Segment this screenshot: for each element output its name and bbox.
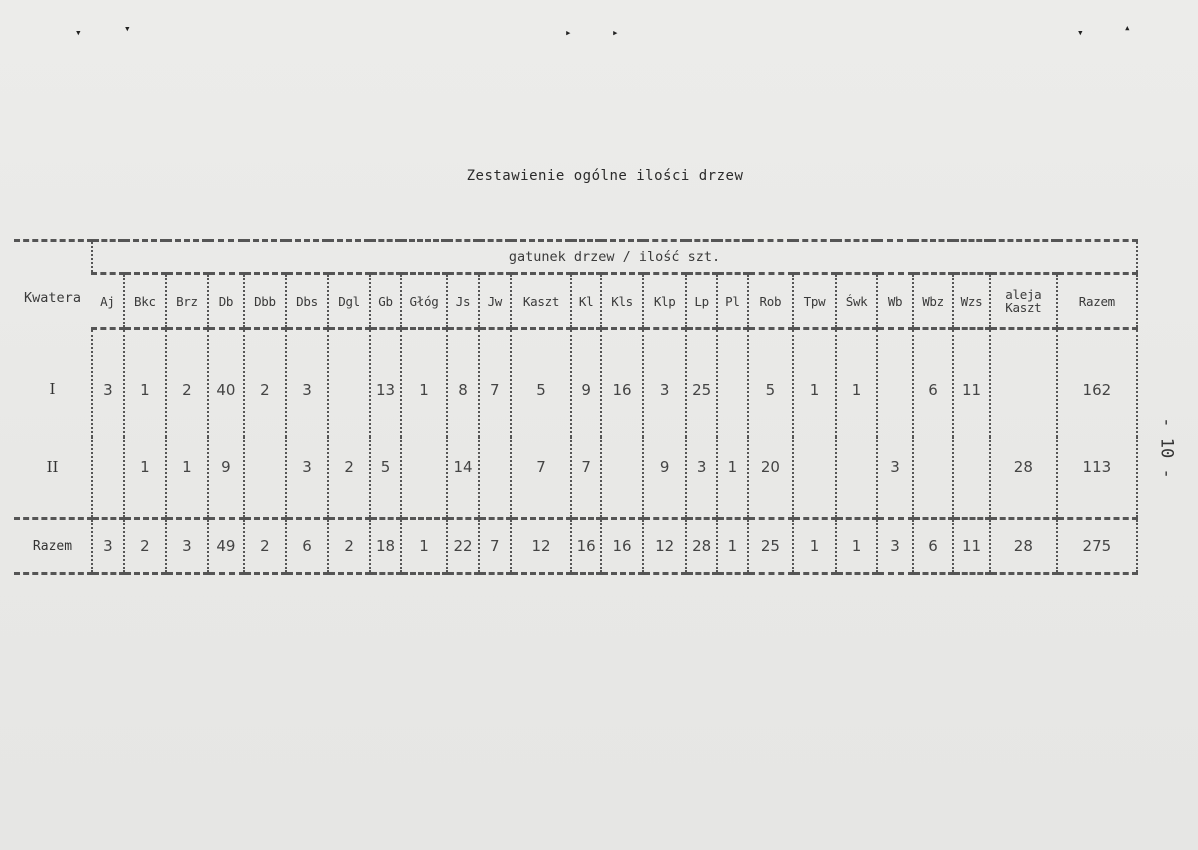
column-header: Dgl <box>328 274 370 329</box>
count-cell: 6 <box>913 519 953 574</box>
table-row <box>14 437 1137 519</box>
margin-mark: ▴ <box>1124 21 1131 34</box>
tree-summary-table <box>14 239 1138 575</box>
row-label: I <box>49 379 56 398</box>
count-cell: 12 <box>511 519 572 574</box>
column-header: Wzs <box>953 274 990 329</box>
column-header: Wbz <box>913 274 953 329</box>
count-cell <box>913 437 953 519</box>
row-total-cell: 113 <box>1057 437 1137 519</box>
count-cell <box>479 437 511 519</box>
species-group-header: gatunek drzew / ilość szt. <box>92 241 1137 274</box>
count-cell: 13 <box>370 329 401 438</box>
count-cell: 9 <box>643 437 686 519</box>
column-header: Głóg <box>401 274 447 329</box>
count-cell <box>793 437 836 519</box>
count-cell <box>92 437 124 519</box>
count-cell: 2 <box>328 437 370 519</box>
count-cell: 20 <box>748 437 793 519</box>
column-header: Brz <box>166 274 208 329</box>
count-cell: 1 <box>401 519 447 574</box>
count-cell: 1 <box>793 519 836 574</box>
count-cell <box>953 437 990 519</box>
column-header: Gb <box>370 274 401 329</box>
count-cell: 22 <box>447 519 479 574</box>
count-cell: 1 <box>124 437 166 519</box>
count-cell <box>401 437 447 519</box>
count-cell: 2 <box>166 329 208 438</box>
column-header: Bkc <box>124 274 166 329</box>
count-cell: 5 <box>748 329 793 438</box>
count-cell: 16 <box>601 329 643 438</box>
column-header-razem: Razem <box>1057 274 1137 329</box>
count-cell: 40 <box>208 329 244 438</box>
margin-mark: ▾ <box>75 26 82 39</box>
column-header: Pl <box>717 274 748 329</box>
margin-mark: ▾ <box>124 22 131 35</box>
count-cell: 2 <box>244 519 286 574</box>
column-header: Dbs <box>286 274 328 329</box>
count-cell <box>601 437 643 519</box>
count-cell: 11 <box>953 519 990 574</box>
column-header: Dbb <box>244 274 286 329</box>
row-header-kwatera: Kwatera <box>14 241 92 329</box>
column-header: Kls <box>601 274 643 329</box>
count-cell: 3 <box>92 519 124 574</box>
column-header: Klp <box>643 274 686 329</box>
page-number: - 10 - <box>1157 417 1178 479</box>
aleja-label-line: aleja <box>1005 287 1042 302</box>
aleja-count-cell <box>990 329 1057 438</box>
count-cell: 7 <box>479 519 511 574</box>
count-cell: 5 <box>370 437 401 519</box>
count-cell: 7 <box>479 329 511 438</box>
column-header: Lp <box>686 274 717 329</box>
count-cell: 2 <box>124 519 166 574</box>
count-cell: 25 <box>748 519 793 574</box>
count-cell: 1 <box>401 329 447 438</box>
count-cell: 3 <box>877 437 913 519</box>
count-cell: 2 <box>328 519 370 574</box>
column-header: Wb <box>877 274 913 329</box>
row-label: II <box>46 458 59 476</box>
count-cell: 1 <box>836 329 877 438</box>
count-cell: 6 <box>286 519 328 574</box>
margin-mark: ▾ <box>1077 26 1084 39</box>
page-title: Zestawienie ogólne ilości drzew <box>466 168 744 184</box>
count-cell: 1 <box>836 519 877 574</box>
count-cell <box>328 329 370 438</box>
count-cell: 7 <box>571 437 601 519</box>
count-cell: 12 <box>643 519 686 574</box>
count-cell: 49 <box>208 519 244 574</box>
count-cell <box>877 329 913 438</box>
count-cell: 25 <box>686 329 717 438</box>
count-cell: 1 <box>793 329 836 438</box>
count-cell: 2 <box>244 329 286 438</box>
count-cell: 3 <box>92 329 124 438</box>
margin-mark: ▸ <box>565 26 572 39</box>
count-cell: 16 <box>601 519 643 574</box>
column-header-aleja-kaszt <box>990 274 1057 329</box>
count-cell: 3 <box>686 437 717 519</box>
count-cell: 7 <box>511 437 572 519</box>
row-label: Razem <box>14 519 92 574</box>
column-header: Jw <box>479 274 511 329</box>
aleja-label-line: Kaszt <box>1005 300 1042 315</box>
count-cell: 5 <box>511 329 572 438</box>
count-cell: 16 <box>571 519 601 574</box>
count-cell <box>836 437 877 519</box>
column-header: Tpw <box>793 274 836 329</box>
column-header: Db <box>208 274 244 329</box>
count-cell: 8 <box>447 329 479 438</box>
count-cell: 6 <box>913 329 953 438</box>
count-cell: 14 <box>447 437 479 519</box>
count-cell: 3 <box>166 519 208 574</box>
count-cell: 18 <box>370 519 401 574</box>
column-header: Kaszt <box>511 274 572 329</box>
aleja-count-cell: 28 <box>990 519 1057 574</box>
count-cell <box>717 329 748 438</box>
column-header: Rob <box>748 274 793 329</box>
column-header: Kl <box>571 274 601 329</box>
count-cell: 1 <box>124 329 166 438</box>
margin-mark: ▸ <box>612 26 619 39</box>
count-cell: 3 <box>286 329 328 438</box>
count-cell: 3 <box>286 437 328 519</box>
column-header: Js <box>447 274 479 329</box>
row-total-cell: 275 <box>1057 519 1137 574</box>
count-cell: 1 <box>166 437 208 519</box>
count-cell: 1 <box>717 437 748 519</box>
count-cell: 3 <box>877 519 913 574</box>
count-cell: 11 <box>953 329 990 438</box>
count-cell: 9 <box>571 329 601 438</box>
count-cell: 28 <box>686 519 717 574</box>
count-cell: 9 <box>208 437 244 519</box>
column-header: Aj <box>92 274 124 329</box>
count-cell <box>244 437 286 519</box>
aleja-count-cell: 28 <box>990 437 1057 519</box>
totals-row <box>14 519 1137 574</box>
row-total-cell: 162 <box>1057 329 1137 438</box>
column-header: Śwk <box>836 274 877 329</box>
count-cell: 1 <box>717 519 748 574</box>
count-cell: 3 <box>643 329 686 438</box>
table-row <box>14 329 1137 438</box>
